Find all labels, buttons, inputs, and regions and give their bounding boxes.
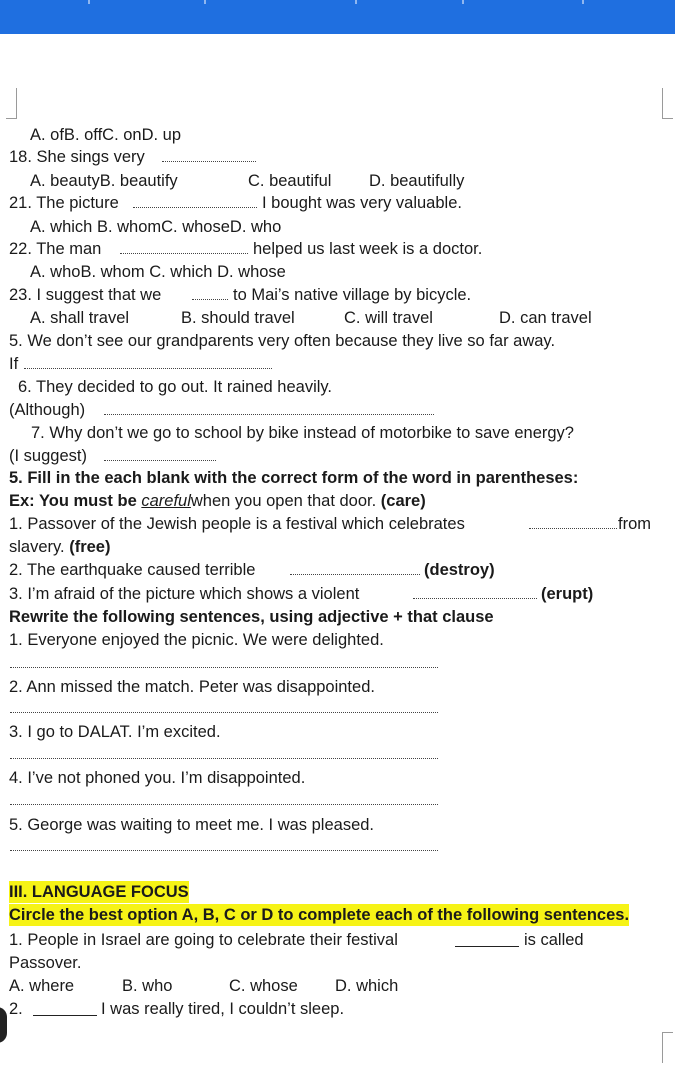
- answer-blank: [24, 368, 272, 369]
- rewrite-item-1: 1. Everyone enjoyed the picnic. We were delighted.: [9, 631, 384, 649]
- mc-1-option-d: D. which: [335, 977, 399, 995]
- section-iii-heading: III. LANGUAGE FOCUS: [9, 883, 189, 901]
- question-21-start: 21. The picture: [9, 194, 119, 212]
- fill-1-word: (free): [69, 538, 111, 556]
- answer-blank: [104, 414, 434, 415]
- example-line: [9, 490, 426, 512]
- rewrite-5: 5. We don’t see our grandparents very often because they live so far away.: [9, 332, 556, 350]
- question-23-end: to Mai’s native village by bicycle.: [233, 286, 472, 304]
- options-23-a: A. shall travel: [30, 309, 130, 327]
- answer-blank: [120, 253, 248, 254]
- answer-blank: [529, 528, 617, 529]
- mc-1-cont: Passover.: [9, 954, 82, 972]
- answer-blank: [10, 804, 438, 805]
- fill-2-word: (destroy): [424, 561, 495, 579]
- question-18: 18. She sings very: [9, 148, 145, 166]
- top-bar-mark: [204, 0, 206, 4]
- top-bar-mark: [462, 0, 464, 4]
- options-17: A. ofB. offC. onD. up: [30, 126, 182, 144]
- example-answer: careful: [141, 492, 191, 510]
- mc-1-option-b: B. who: [122, 977, 173, 995]
- answer-blank: [104, 460, 216, 461]
- answer-blank: [192, 299, 228, 300]
- rewrite-5-prompt: If: [9, 355, 19, 373]
- rewrite-7: 7. Why don’t we go to school by bike instead of motorbike to save energy?: [31, 424, 574, 442]
- fill-3-word: (erupt): [541, 585, 594, 603]
- mc-1-option-a: A. where: [9, 977, 75, 995]
- top-bar-mark: [582, 0, 584, 4]
- mc-1-end: is called: [524, 931, 584, 949]
- rewrite-item-3: 3. I go to DALAT. I’m excited.: [9, 723, 221, 741]
- mc-2-number: 2.: [9, 1000, 23, 1018]
- example-label: Ex: You must be: [9, 492, 142, 510]
- mc-2-text: I was really tired, I couldn’t sleep.: [101, 1000, 345, 1018]
- options-23-b: B. should travel: [181, 309, 295, 327]
- options-18-a: A. beautyB. beautify: [30, 172, 178, 190]
- answer-blank: [455, 946, 519, 947]
- rewrite-7-prompt: (I suggest): [9, 447, 87, 465]
- section-iii-instruction: Circle the best option A, B, C or D to complete each of the following sentences.: [9, 906, 630, 924]
- rewrite-item-2: 2. Ann missed the match. Peter was disappointed.: [9, 678, 375, 696]
- rewrite-item-4: 4. I’ve not phoned you. I’m disappointed.: [9, 769, 306, 787]
- fill-1-cont: [9, 536, 110, 558]
- options-23-d: D. can travel: [499, 309, 592, 327]
- mc-1-option-c: C. whose: [229, 977, 298, 995]
- answer-blank: [10, 758, 438, 759]
- answer-blank: [290, 574, 420, 575]
- rewrite-item-5: 5. George was waiting to meet me. I was pleased.: [9, 816, 375, 834]
- example-text: when you open that door.: [190, 492, 381, 510]
- crop-corner-top-left: [6, 88, 17, 119]
- rewrite-6-prompt: (Although): [9, 401, 86, 419]
- answer-blank: [133, 207, 257, 208]
- question-22-start: 22. The man: [9, 240, 102, 258]
- question-21-end: I bought was very valuable.: [262, 194, 462, 212]
- fill-3-start: 3. I’m afraid of the picture which shows a violent: [9, 585, 360, 603]
- section-5-heading: 5. Fill in the each blank with the correct form of the word in parentheses:: [9, 469, 579, 487]
- options-18-c: C. beautiful: [248, 172, 332, 190]
- question-23-start: 23. I suggest that we: [9, 286, 162, 304]
- rewrite-6: 6. They decided to go out. It rained heavily.: [18, 378, 333, 396]
- top-bar-mark: [88, 0, 90, 4]
- options-18-d: D. beautifully: [369, 172, 465, 190]
- answer-blank: [10, 850, 438, 851]
- fill-2-start: 2. The earthquake caused terrible: [9, 561, 256, 579]
- options-23-c: C. will travel: [344, 309, 433, 327]
- example-word: (care): [380, 492, 426, 510]
- answer-blank: [162, 161, 256, 162]
- fill-1-end: from: [618, 515, 651, 533]
- mc-1-start: 1. People in Israel are going to celebrate their festival: [9, 931, 398, 949]
- options-22: A. whoB. whom C. which D. whose: [30, 263, 286, 281]
- top-bar-mark: [355, 0, 357, 4]
- answer-blank: [10, 712, 438, 713]
- fill-1-text: slavery.: [9, 538, 70, 556]
- crop-corner-top-right: [662, 88, 673, 119]
- answer-blank: [413, 598, 537, 599]
- crop-corner-bottom-right: [662, 1032, 673, 1063]
- answer-blank: [10, 667, 438, 668]
- app-top-bar: [0, 0, 675, 34]
- rewrite-heading: Rewrite the following sentences, using adjective + that clause: [9, 608, 494, 626]
- answer-blank: [33, 1015, 97, 1016]
- question-22-end: helped us last week is a doctor.: [253, 240, 483, 258]
- fill-1-start: 1. Passover of the Jewish people is a festival which celebrates: [9, 515, 465, 533]
- options-21: A. which B. whomC. whoseD. who: [30, 218, 282, 236]
